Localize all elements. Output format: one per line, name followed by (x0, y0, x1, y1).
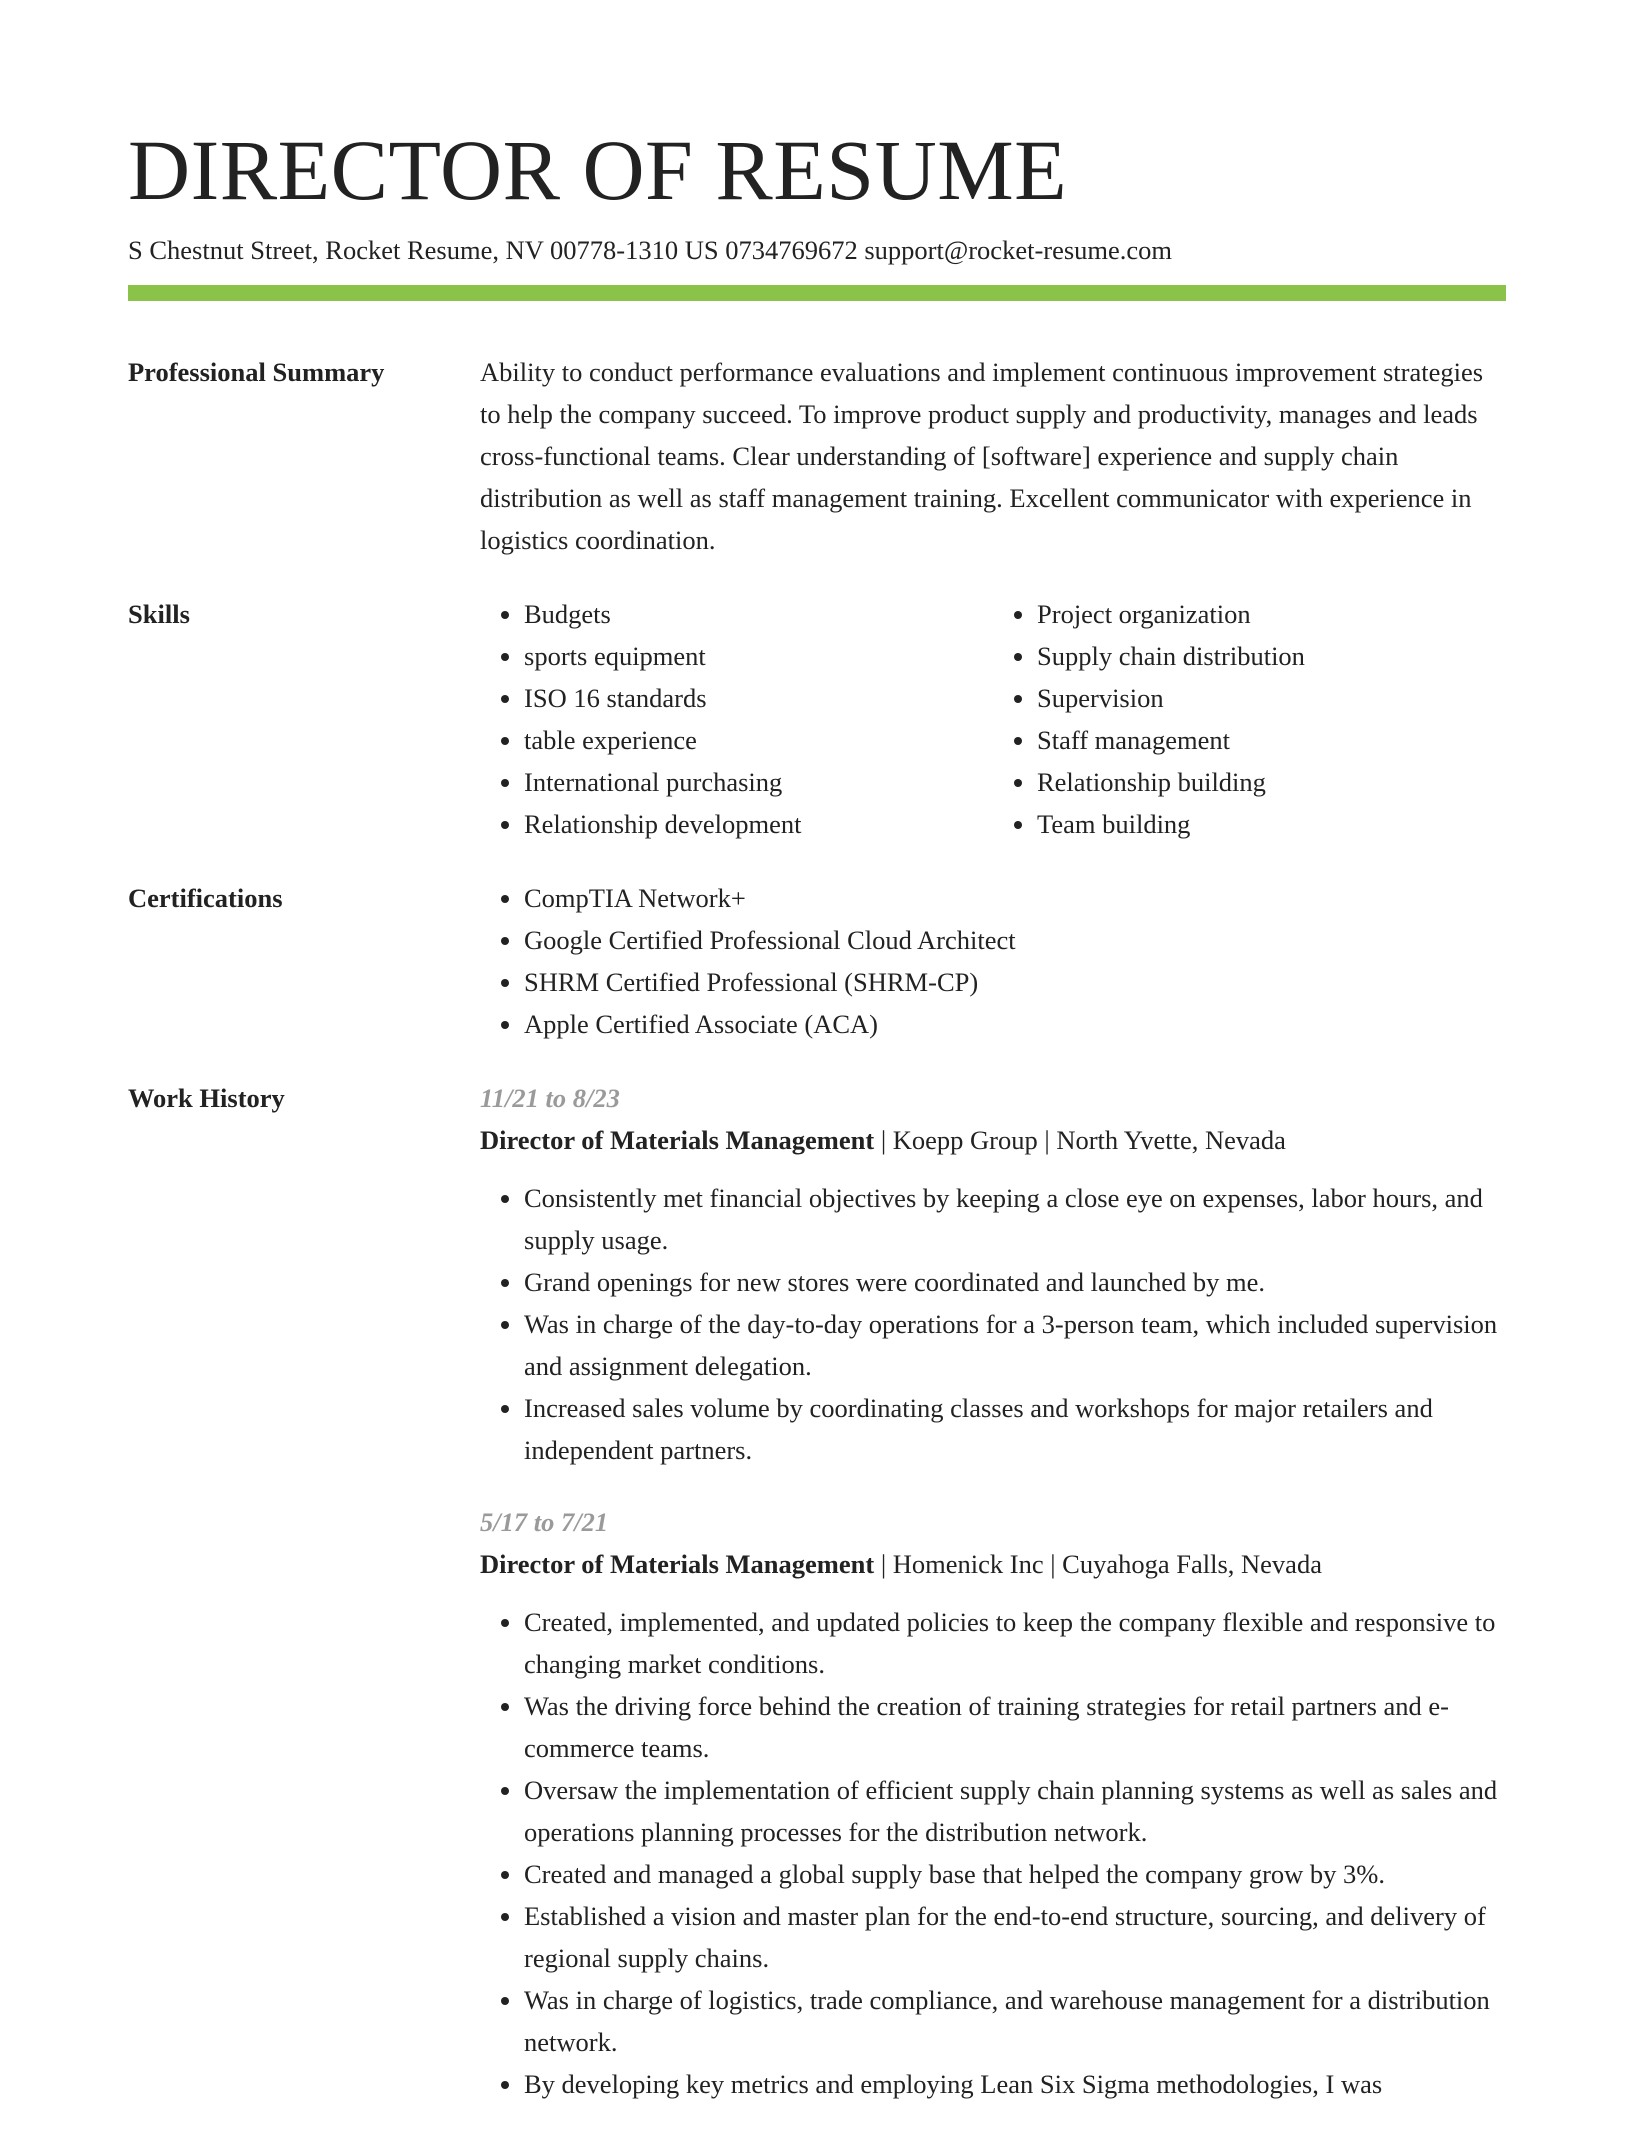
job-location: Cuyahoga Falls, Nevada (1062, 1549, 1322, 1579)
certification-item: • Apple Certified Associate (ACA) (524, 1003, 1506, 1045)
skill-item: • ISO 16 standards (524, 677, 993, 719)
job-dates: 11/21 to 8/23 (480, 1083, 620, 1113)
contact-info: S Chestnut Street, Rocket Resume, NV 00778-1310 US 0734769672 support@rocket-resume.com (128, 235, 1173, 265)
skill-item: • International purchasing (524, 761, 993, 803)
job-bullet: • Was in charge of the day-to-day operations for a 3-person team, which included supervision and assignment delegation. (524, 1303, 1506, 1387)
job-bullet: • Created, implemented, and updated policies to keep the company flexible and responsive to changing market conditions. (524, 1601, 1506, 1685)
skills-list-right (993, 593, 1506, 845)
certifications-section (128, 877, 1506, 1045)
job-entry (480, 1501, 1506, 2105)
job-entry (480, 1077, 1506, 1471)
certifications-heading: Certifications (128, 883, 283, 913)
skill-item: • sports equipment (524, 635, 993, 677)
header-divider (128, 285, 1506, 301)
job-bullet: • Grand openings for new stores were coordinated and launched by me. (524, 1261, 1506, 1303)
job-title: Director of Materials Management (480, 1549, 875, 1579)
certification-item: • CompTIA Network+ (524, 877, 1506, 919)
summary-body (480, 351, 1506, 561)
skills-list-left (480, 593, 993, 845)
job-bullet: • Was in charge of logistics, trade compliance, and warehouse management for a distribution network. (524, 1979, 1506, 2063)
job-bullet: • Was the driving force behind the creation of training strategies for retail partners and e-commerce teams. (524, 1685, 1506, 1769)
job-bullet: • Oversaw the implementation of efficient supply chain planning systems as well as sales and operations planning processes for the distribution network. (524, 1769, 1506, 1853)
job-bullet: • Created and managed a global supply base that helped the company grow by 3%. (524, 1853, 1506, 1895)
separator: | (874, 1549, 893, 1579)
skills-body (480, 593, 1506, 845)
skill-item: • Relationship development (524, 803, 993, 845)
skill-item: • Relationship building (1037, 761, 1506, 803)
resume-sections (128, 351, 1506, 2135)
resume-name: DIRECTOR OF RESUME (128, 122, 1068, 218)
job-bullets (480, 1177, 1506, 1471)
certifications-list (480, 877, 1506, 1045)
job-bullets (480, 1601, 1506, 2105)
summary-section (128, 351, 1506, 561)
job-bullet: • Established a vision and master plan for the end-to-end structure, sourcing, and delivery of regional supply chains. (524, 1895, 1506, 1979)
skill-item: • Project organization (1037, 593, 1506, 635)
skill-item: • Team building (1037, 803, 1506, 845)
job-heading (480, 1119, 1506, 1161)
certifications-body (480, 877, 1506, 1045)
separator: | (874, 1125, 893, 1155)
job-dates: 5/17 to 7/21 (480, 1507, 609, 1537)
job-company: Koepp Group (892, 1125, 1038, 1155)
job-title: Director of Materials Management (480, 1125, 875, 1155)
work-history-body (480, 1077, 1506, 2135)
certification-item: • Google Certified Professional Cloud Architect (524, 919, 1506, 961)
separator: | (1043, 1549, 1063, 1579)
job-heading (480, 1543, 1506, 1585)
skill-item: • Staff management (1037, 719, 1506, 761)
certification-item: • SHRM Certified Professional (SHRM-CP) (524, 961, 1506, 1003)
skill-item: • Budgets (524, 593, 993, 635)
job-bullet: • By developing key metrics and employing Lean Six Sigma methodologies, I was (524, 2063, 1506, 2105)
job-company: Homenick Inc (892, 1549, 1044, 1579)
work-history-section (128, 1077, 1506, 2135)
skill-item: • Supply chain distribution (1037, 635, 1506, 677)
job-bullet: • Consistently met financial objectives by keeping a close eye on expenses, labor hours, and supply usage. (524, 1177, 1506, 1261)
summary-heading: Professional Summary (128, 357, 385, 387)
work-history-heading: Work History (128, 1083, 285, 1113)
skills-heading: Skills (128, 599, 190, 629)
job-bullet: • Increased sales volume by coordinating classes and workshops for major retailers and independent partners. (524, 1387, 1506, 1471)
separator: | (1037, 1125, 1057, 1155)
skill-item: • table experience (524, 719, 993, 761)
skill-item: • Supervision (1037, 677, 1506, 719)
skills-section (128, 593, 1506, 845)
summary-text: Ability to conduct performance evaluations and implement continuous improvement strategies to help the company succeed. To improve product supply and productivity, manages and leads cross-functional teams. Clear understanding of [software] experience and supply chain distribution as well as staff management training. Excellent communicator with experience in logistics coordination. (480, 357, 1484, 555)
job-location: North Yvette, Nevada (1056, 1125, 1286, 1155)
